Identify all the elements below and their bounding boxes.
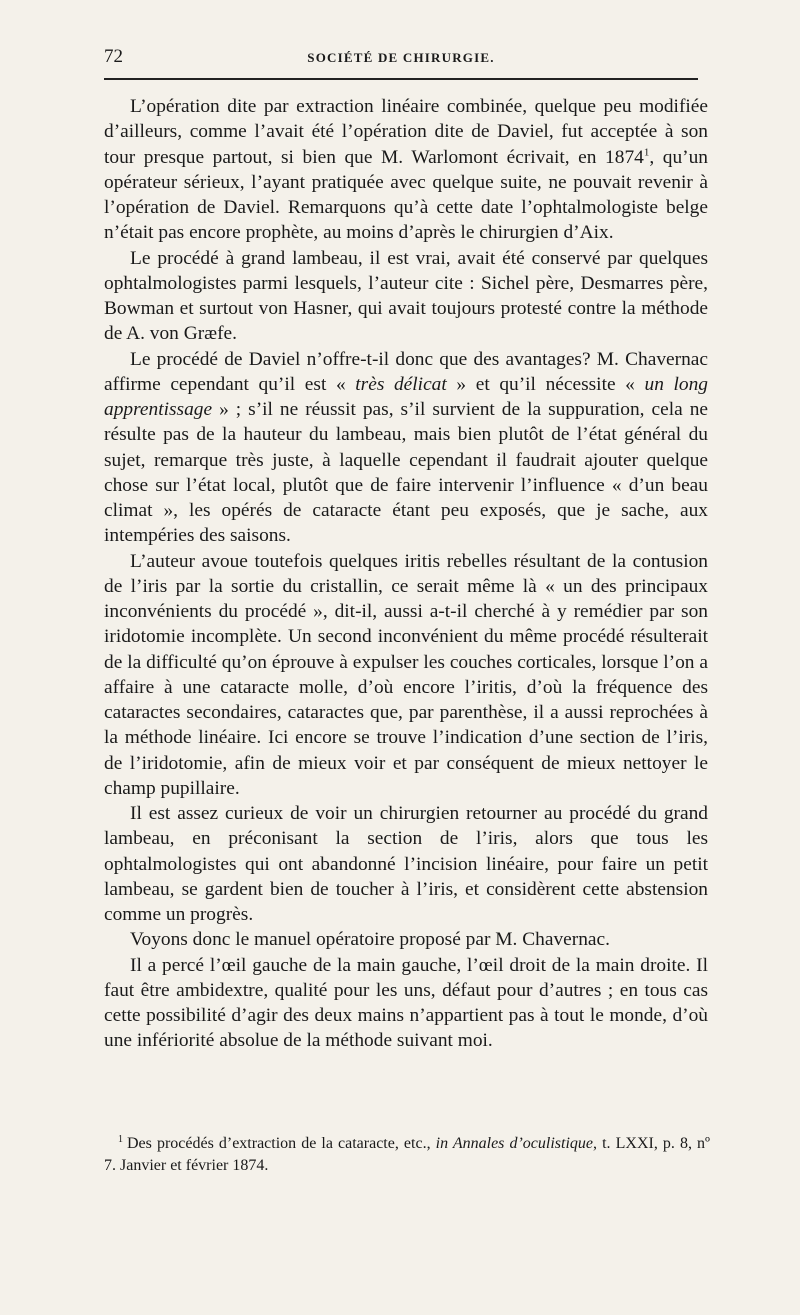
running-head: SOCIÉTÉ DE CHIRURGIE. (307, 50, 495, 65)
footnote-reference: 1 (643, 146, 650, 159)
paragraph-2: Le procédé à grand lambeau, il est vrai, avait été conservé par quelques ophtalmologistes parmi lesquels, l’auteur cite : Sichel père, Desmarres père, Bowman et surtout von Hasner, qui avait toujours protesté contre la méthode de A. von Græfe. (104, 247, 708, 345)
quote-italic: très délicat (355, 373, 447, 395)
header-rule (104, 78, 698, 80)
paragraph-7: Il a percé l’œil gauche de la main gauche, l’œil droit de la main droite. Il faut être ambidextre, qualité pour les uns, défaut pour d’autres ; en tous cas cette possibilité d’agir des deux mains n’appartient pas à tout le monde, d’où une infériorité absolue de la méthode suivant moi. (104, 954, 708, 1052)
page-number: 72 (104, 46, 123, 67)
paragraph-5: Il est assez curieux de voir un chirurgien retourner au procédé du grand lambeau, en préconisant la section de l’iris, alors que tous les ophtalmologistes qui ont abandonné l’incision linéaire, pour faire un petit lambeau, se gardent bien de toucher à l’iris, et considèrent cette abstension comme un progrès. (104, 803, 708, 925)
paragraph-3: Le procédé de Daviel n’offre-t-il donc que des avantages? M. Chavernac affirme cependant qu’il est « très délicat » et qu’il nécessite « un long apprentissage » ; s’il ne réussit pas, s’il survient de la suppuration, cela ne résulte pas de la hauteur du lambeau, mais bien plutôt de l’état général du sujet, remarque très juste, à laquelle cependant il faudrait ajouter quelque chose sur l’état local, plutôt que de faire intervenir l’influence « d’un beau climat », les opérés de cataracte étant peu exposés, que je sache, aux intempéries des saisons. (104, 348, 708, 547)
paragraph-1: L’opération dite par extraction linéaire combinée, quelque peu modifiée d’ailleurs, comme l’avait été l’opération dite de Daviel, fut acceptée à son tour presque partout, si bien que M. Warlomont écrivait, en 1874$^1$, qu’un opérateur sérieux, l’ayant pratiquée avec quelque suite, ne pouvait revenir à l’opération de Daviel. Remarquons qu’à cette date l’ophtalmologiste belge n’était pas encore prophète, au moins d’après le chirurgien d’Aix. (104, 96, 708, 244)
paragraph-4: L’auteur avoue toutefois quelques iritis rebelles résultant de la contusion de l’iris par la sortie du cristallin, ce serait même là « un des principaux inconvénients du procédé », dit-il, aussi a-t-il cherché à y remédier par son iridotomie incomplète. Un second inconvénient du même procédé résulterait de la difficulté qu’on éprouve à expulser les couches corticales, lorsque l’on a affaire à une cataracte molle, d’où encore l’iritis, d’où la fréquence des cataractes secondaires, cataractes que, par parenthèse, il a aussi reprochées à la méthode linéaire. Ici encore se trouve l’indication d’une section de l’iris, de l’iridotomie, afin de mieux voir et par conséquent de mieux nettoyer le champ pupillaire. (104, 550, 708, 799)
quote-italic: un long apprentissage (104, 373, 708, 420)
paragraph-6: Voyons donc le manuel opératoire proposé par M. Chavernac. (130, 929, 610, 951)
page-header (104, 46, 698, 72)
footnote-journal: in Annales d’oculistique (435, 1135, 594, 1152)
footnote-mark: 1 (118, 1133, 123, 1145)
footnote: $^1$ Des procédés d’extraction de la cataracte, etc., in Annales d’oculistique, t. LXXI, p. 8, nº 7. Janvier et février 1874. (104, 1133, 710, 1174)
body-text (104, 94, 708, 1054)
